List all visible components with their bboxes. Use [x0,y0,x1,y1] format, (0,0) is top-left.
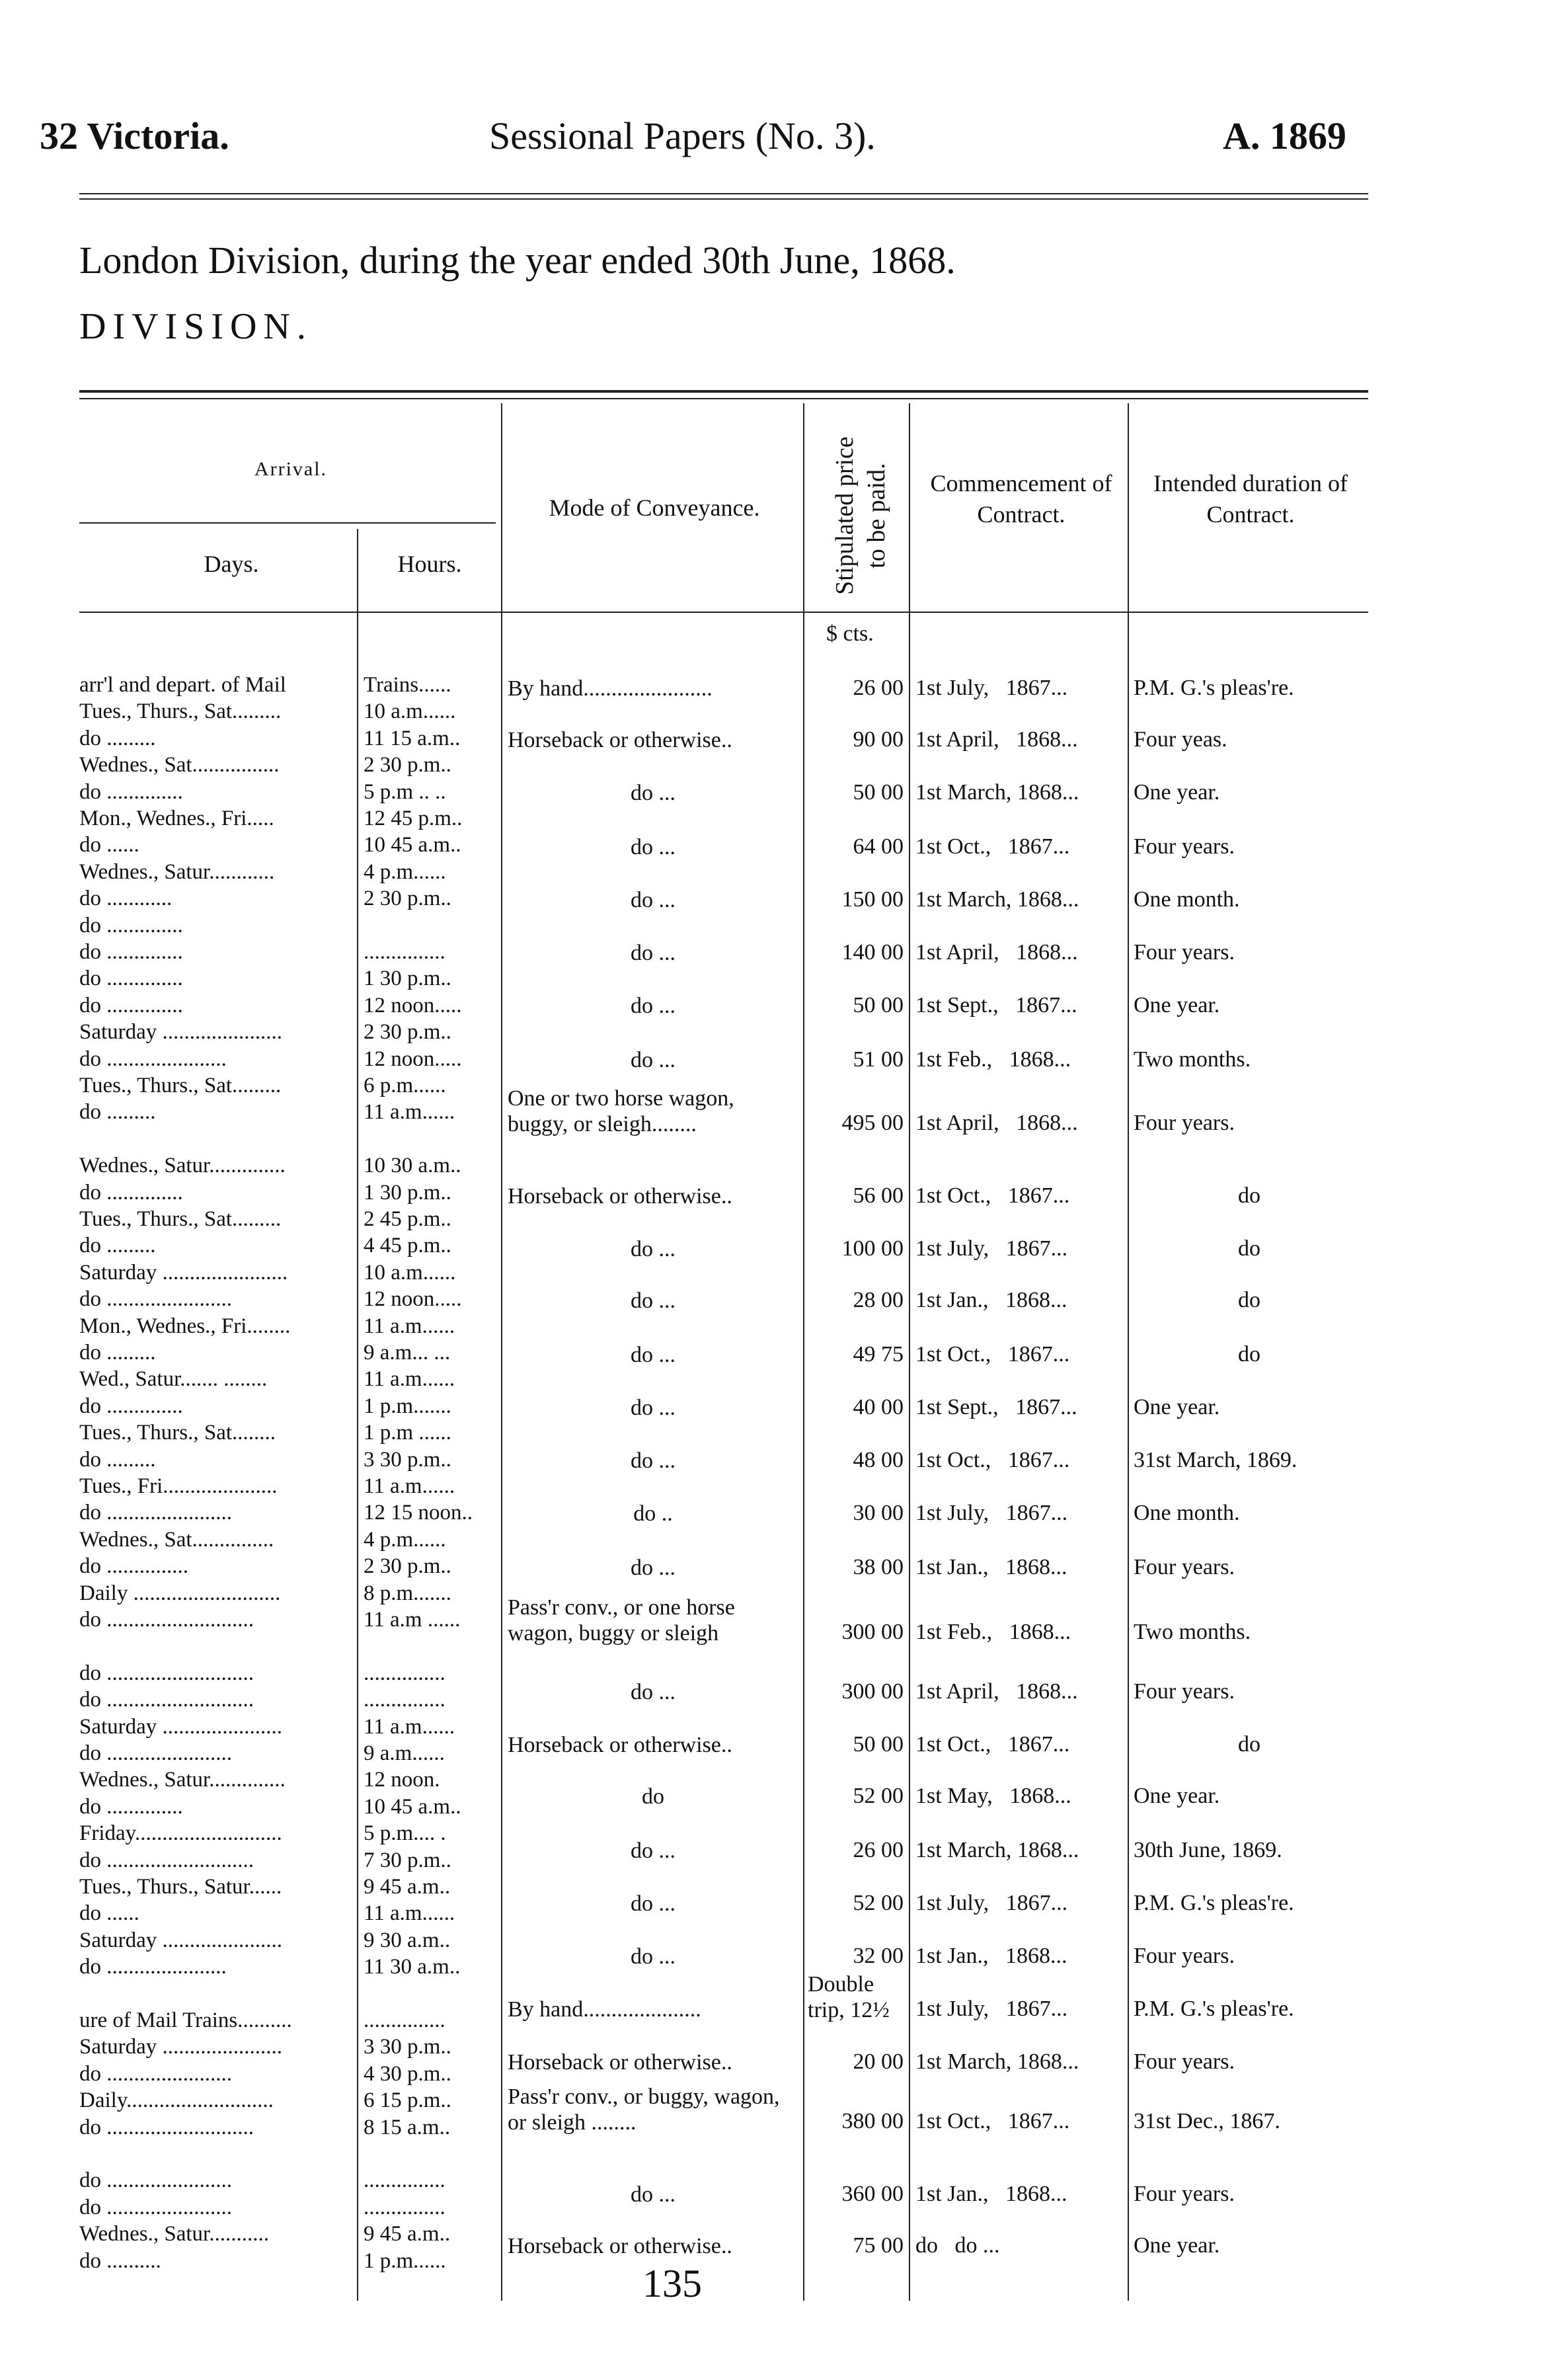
arrival-days: do ....................... [79,2168,232,2192]
conveyance-mode: Horseback or otherwise.. [508,1733,732,1757]
arrival-hours: 12 noon. [364,1768,440,1792]
stipulated-price: 38 00 [853,1555,904,1579]
arrival-days: do ........................... [79,1608,254,1632]
conveyance-mode: By hand..................... [508,1997,701,2022]
contract-duration: One month. [1134,887,1240,912]
stipulated-price: 52 00 [853,1784,904,1808]
stipulated-price: 26 00 [853,1838,904,1862]
col-mode: Mode of Conveyance. [549,495,760,521]
arrival-days: Saturday ....................... [79,1261,288,1285]
arrival-days: do .............. [79,967,183,990]
arrival-days: do ...................... [79,1955,227,1979]
conveyance-mode: By hand....................... [508,676,713,701]
conveyance-mode: Pass'r conv., or one horse wagon, buggy or sleigh [508,1595,735,1646]
page-number: 135 [642,2262,702,2305]
conveyance-mode: do ... [631,2182,676,2207]
table-top-rule [79,390,1368,393]
arrival-hours: 6 15 p.m.. [364,2088,451,2112]
stipulated-price: 75 00 [853,2233,904,2258]
conveyance-mode: Horseback or otherwise.. [508,1184,732,1209]
conveyance-mode: do ... [631,1839,676,1863]
divider-mode-price [803,403,804,2301]
arrival-days: do .............. [79,1795,183,1819]
contract-duration: do [1238,1183,1260,1208]
arrival-days: do ....................... [79,2196,232,2219]
arrival-hours: Trains...... [364,673,451,697]
commencement-date: 1st July, 1867... [915,1236,1068,1261]
arrival-hours: ............... [364,1661,445,1685]
contract-duration: do [1238,1732,1260,1757]
stipulated-price: 300 00 [841,1679,904,1704]
arrival-hours: ............... [364,2168,445,2192]
arrival-hours: 12 45 p.m.. [364,807,463,830]
commencement-date: 1st July, 1867... [915,1891,1068,1915]
arrival-days: Tues., Thurs., Sat......... [79,699,282,723]
stipulated-price: 380 00 [841,2109,904,2133]
arrival-hours: 12 15 noon.. [364,1501,473,1525]
arrival-days: Wednes., Satur.............. [79,1768,286,1792]
arrival-days: do .............. [79,1394,183,1418]
commencement-date: 1st March, 1868... [915,887,1079,912]
stipulated-price: 150 00 [841,887,904,912]
col-stipulated: Stipulated price to be paid. [831,436,890,595]
arrival-days: Tues., Thurs., Sat........ [79,1421,276,1445]
arrival-days: Mon., Wednes., Fri..... [79,807,274,830]
stipulated-price: 56 00 [853,1183,904,1208]
commencement-date: 1st March, 1868... [915,780,1079,805]
commencement-date: 1st Oct., 1867... [915,834,1070,859]
arrival-days: do ........................... [79,1688,254,1712]
arrival-hours: 1 30 p.m.. [364,1181,451,1205]
header-center: Sessional Papers (No. 3). [489,114,876,157]
contract-duration: 31st Dec., 1867. [1134,2109,1280,2133]
header-right: A. 1869 [1223,114,1346,157]
conveyance-mode: do ... [631,1556,676,1580]
stipulated-price: 495 00 [841,1111,904,1135]
conveyance-mode: do .. [633,1501,673,1526]
contract-duration: Four years. [1134,2182,1235,2206]
arrival-hours: 3 30 p.m.. [364,2035,451,2059]
commencement-date: 1st April, 1868... [915,1679,1078,1704]
contract-duration: Four years. [1134,2049,1235,2074]
arrival-hours: 2 30 p.m.. [364,1020,451,1044]
col-duration: Intended duration of Contract. [1153,470,1348,528]
arrival-hours: 1 p.m...... [364,2249,446,2273]
arrival-hours: 4 30 p.m.. [364,2062,451,2086]
conveyance-mode: do ... [631,835,676,859]
contract-duration: One month. [1134,1501,1240,1525]
arrival-hours: 9 a.m...... [364,1741,445,1765]
stipulated-price: 26 00 [853,676,904,700]
arrival-days: do .............. [79,780,183,804]
contract-duration: do [1238,1288,1260,1312]
arrival-hours: 11 a.m...... [364,1314,455,1338]
arrival-hours: 7 30 p.m.. [364,1848,451,1872]
contract-duration: Four years. [1134,834,1235,859]
commencement-date: 1st July, 1867... [915,676,1068,700]
contract-duration: 31st March, 1869. [1134,1448,1297,1472]
arrival-hours: 5 p.m.... . [364,1821,446,1845]
divider-days-hours [357,529,358,2301]
col-hours: Hours. [397,551,462,577]
conveyance-mode: Horseback or otherwise.. [508,2234,732,2258]
arrival-hours: 11 a.m...... [364,1901,455,1925]
arrival-hours: 9 a.m... ... [364,1341,451,1365]
stipulated-price: 50 00 [853,1732,904,1757]
arrival-days: Saturday ...................... [79,1928,283,1952]
contract-duration: Four years. [1134,940,1235,965]
arrival-days: Wednes., Sat............... [79,1528,274,1552]
arrival-days: Saturday ...................... [79,2035,283,2059]
arrival-hours: 11 a.m...... [364,1367,455,1391]
divider-hours-mode [501,403,502,2301]
arrival-hours: 11 a.m...... [364,1715,455,1739]
contract-duration: 30th June, 1869. [1134,1838,1282,1862]
arrival-days: do ....................... [79,1501,232,1525]
arrival-hours: ............... [364,940,445,964]
commencement-date: do do ... [915,2233,1000,2258]
conveyance-mode: do ... [631,994,676,1018]
arrival-hours: 8 p.m....... [364,1581,451,1605]
arrival-days: do .............. [79,1181,183,1205]
arrival-days: Tues., Fri..................... [79,1474,278,1498]
arrival-days: do ...... [79,833,139,857]
arrival-hours: 8 15 a.m.. [364,2116,451,2139]
commencement-date: 1st April, 1868... [915,1111,1078,1135]
arrival-days: Daily........................... [79,2088,274,2112]
contract-duration: One year. [1134,993,1220,1017]
arrival-days: Wednes., Sat................ [79,753,280,777]
arrival-days: do ........................... [79,2116,254,2139]
arrival-hours: 2 45 p.m.. [364,1207,451,1231]
commencement-date: 1st Feb., 1868... [915,1620,1071,1644]
arrival-days: ure of Mail Trains.......... [79,2008,292,2032]
contract-duration: Four years. [1134,1944,1235,1968]
commencement-date: 1st Oct., 1867... [915,2109,1070,2133]
arrival-days: do ............ [79,887,173,910]
commencement-date: 1st Oct., 1867... [915,1732,1070,1757]
arrival-hours: ............... [364,2196,445,2219]
commencement-date: 1st Oct., 1867... [915,1342,1070,1367]
arrival-hours: 3 30 p.m.. [364,1448,451,1472]
contract-duration: Four years. [1134,1555,1235,1579]
arrival-hours: 1 30 p.m.. [364,967,451,990]
arrival-days: Saturday ...................... [79,1020,283,1044]
stipulated-price: 30 00 [853,1501,904,1525]
conveyance-mode: One or two horse wagon, buggy, or sleigh........ [508,1086,734,1137]
header-rule [79,193,1368,194]
arrival-days: Tues., Thurs., Satur...... [79,1875,282,1899]
stipulated-price: 20 00 [853,2049,904,2074]
contract-duration: do [1238,1236,1260,1261]
arrival-days: Wednes., Satur........... [79,2222,269,2246]
arrival-days: do ....................... [79,1741,232,1765]
conveyance-mode: do ... [631,941,676,965]
arrival-hours: 10 45 a.m.. [364,1795,461,1819]
arrival-hours: 10 45 a.m.. [364,833,461,857]
conveyance-mode: do ... [631,1396,676,1420]
stipulated-price: 32 00 [853,1944,904,1968]
divider-commence-duration [1128,403,1129,2301]
commencement-date: 1st May, 1868... [915,1784,1071,1808]
commencement-date: 1st Oct., 1867... [915,1448,1070,1472]
conveyance-mode: do [642,1784,664,1809]
commencement-date: 1st Jan., 1868... [915,2182,1067,2206]
stipulated-price: 49 75 [853,1342,904,1367]
contract-duration: One year. [1134,1395,1220,1419]
conveyance-mode: do ... [631,1891,676,1916]
arrival-hours: 1 p.m....... [364,1394,451,1418]
arrival-days: arr'l and depart. of Mail [79,673,286,697]
arrival-hours: 4 45 p.m.. [364,1234,451,1257]
arrival-days: do ........................... [79,1848,254,1872]
arrival-days: Daily ........................... [79,1581,281,1605]
arrival-hours: 4 p.m...... [364,1528,446,1552]
arrival-hours: 10 a.m...... [364,699,456,723]
arrival-days: Tues., Thurs., Sat......... [79,1207,282,1231]
arrival-days: Mon., Wednes., Fri........ [79,1314,291,1338]
arrival-hours: 5 p.m .. .. [364,780,446,804]
arrival-hours: 11 a.m...... [364,1474,455,1498]
arrival-hours: 12 noon..... [364,1047,462,1071]
arrival-days: do ........................... [79,1661,254,1685]
contract-duration: P.M. G.'s pleas're. [1134,1891,1294,1915]
conveyance-mode: Horseback or otherwise.. [508,728,732,752]
contract-duration: Four years. [1134,1111,1235,1135]
conveyance-mode: do ... [631,888,676,912]
arrival-hours: 10 30 a.m.. [364,1154,461,1177]
commencement-date: 1st Feb., 1868... [915,1047,1071,1072]
stipulated-price: 50 00 [853,780,904,805]
arrival-days: do ............... [79,1554,188,1578]
division-label: DIVISION. [79,306,313,347]
arrival-days: Friday........................... [79,1821,282,1845]
arrival-subrule [79,522,496,524]
arrival-days: do .............. [79,994,183,1017]
arrival-hours: ............... [364,2008,445,2032]
arrival-hours: ............... [364,1688,445,1712]
arrival-days: Tues., Thurs., Sat......... [79,1074,282,1097]
contract-duration: Two months. [1134,1047,1251,1072]
conveyance-mode: do ... [631,1448,676,1473]
commencement-date: 1st March, 1868... [915,1838,1079,1862]
conveyance-mode: do ... [631,1944,676,1969]
arrival-hours: 12 noon..... [364,994,462,1017]
col-arrival: Arrival. [254,458,328,480]
arrival-hours: 9 45 a.m.. [364,2222,451,2246]
conveyance-mode: Pass'r conv., or buggy, wagon, or sleigh ........ [508,2084,780,2135]
arrival-days: do .......... [79,2249,161,2273]
arrival-days: do .............. [79,940,183,964]
conveyance-mode: do ... [631,1343,676,1367]
commencement-date: 1st Jan., 1868... [915,1288,1067,1312]
arrival-days: Wed., Satur....... ........ [79,1367,268,1391]
contract-duration: Two months. [1134,1620,1251,1644]
arrival-days: do ......... [79,1234,156,1257]
arrival-hours: 2 30 p.m.. [364,887,451,910]
commencement-date: 1st Oct., 1867... [915,1183,1070,1208]
arrival-hours: 9 30 a.m.. [364,1928,451,1952]
arrival-days: do ......... [79,727,156,750]
arrival-hours: 11 a.m...... [364,1100,455,1124]
arrival-days: Wednes., Satur.............. [79,1154,286,1177]
arrival-hours: 11 15 a.m.. [364,727,461,750]
arrival-hours: 11 30 a.m.. [364,1955,461,1979]
arrival-days: do ......... [79,1341,156,1365]
arrival-days: do ......... [79,1448,156,1472]
stipulated-price: 100 00 [841,1236,904,1261]
arrival-days: do .............. [79,914,183,937]
arrival-hours: 4 p.m...... [364,860,446,884]
conveyance-mode: do ... [631,1289,676,1313]
commencement-date: 1st March, 1868... [915,2049,1079,2074]
arrival-hours: 1 p.m ...... [364,1421,451,1445]
header-left: 32 Victoria. [40,114,229,157]
arrival-days: do ...................... [79,1047,227,1071]
stipulated-price: Double trip, 12½ [808,1972,890,2023]
commencement-date: 1st Jan., 1868... [915,1555,1067,1579]
contract-duration: do [1238,1342,1260,1367]
arrival-hours: 11 a.m ...... [364,1608,461,1632]
stipulated-price: 90 00 [853,727,904,752]
page-subtitle: London Division, during the year ended 30th June, 1868. [79,239,956,282]
stipulated-price: 300 00 [841,1620,904,1644]
arrival-days: do ....................... [79,2062,232,2086]
commencement-date: 1st Sept., 1867... [915,1395,1077,1419]
table-top-rule-2 [79,398,1368,399]
commencement-date: 1st July, 1867... [915,1997,1068,2021]
commencement-date: 1st July, 1867... [915,1501,1068,1525]
header-bottom-rule [79,612,1368,613]
arrival-hours: 6 p.m...... [364,1074,446,1097]
arrival-days: do ...... [79,1901,139,1925]
contract-duration: Four yeas. [1134,727,1227,752]
arrival-hours: 2 30 p.m.. [364,1554,451,1578]
stipulated-price: 28 00 [853,1288,904,1312]
contract-duration: One year. [1134,1784,1220,1808]
commencement-date: 1st April, 1868... [915,940,1078,965]
conveyance-mode: do ... [631,781,676,805]
stipulated-price: 50 00 [853,993,904,1017]
arrival-hours: 12 noon..... [364,1287,462,1311]
commencement-date: 1st Sept., 1867... [915,993,1077,1017]
arrival-days: do ....................... [79,1287,232,1311]
header-rule-double [79,198,1368,200]
stipulated-price: 52 00 [853,1891,904,1915]
stipulated-price: 48 00 [853,1448,904,1472]
contract-duration: One year. [1134,2233,1220,2258]
contract-duration: Four years. [1134,1679,1235,1704]
arrival-hours: 10 a.m...... [364,1261,456,1285]
conveyance-mode: do ... [631,1048,676,1072]
currency-label: $ cts. [826,621,874,646]
conveyance-mode: do ... [631,1237,676,1261]
conveyance-mode: Horseback or otherwise.. [508,2050,732,2075]
contract-duration: One year. [1134,780,1220,805]
commencement-date: 1st April, 1868... [915,727,1078,752]
contract-duration: P.M. G.'s pleas're. [1134,676,1294,700]
stipulated-price: 40 00 [853,1395,904,1419]
stipulated-price: 140 00 [841,940,904,965]
stipulated-price: 64 00 [853,834,904,859]
stipulated-price: 360 00 [841,2182,904,2206]
col-commencement: Commencement of Contract. [930,470,1112,528]
col-days: Days. [204,551,259,577]
arrival-days: Wednes., Satur............ [79,860,275,884]
commencement-date: 1st Jan., 1868... [915,1944,1067,1968]
contract-duration: P.M. G.'s pleas're. [1134,1997,1294,2021]
arrival-days: do ......... [79,1100,156,1124]
arrival-hours: 9 45 a.m.. [364,1875,451,1899]
divider-price-commence [909,403,910,2301]
arrival-days: Saturday ...................... [79,1715,283,1739]
stipulated-price: 51 00 [853,1047,904,1072]
arrival-hours: 2 30 p.m.. [364,753,451,777]
conveyance-mode: do ... [631,1680,676,1704]
